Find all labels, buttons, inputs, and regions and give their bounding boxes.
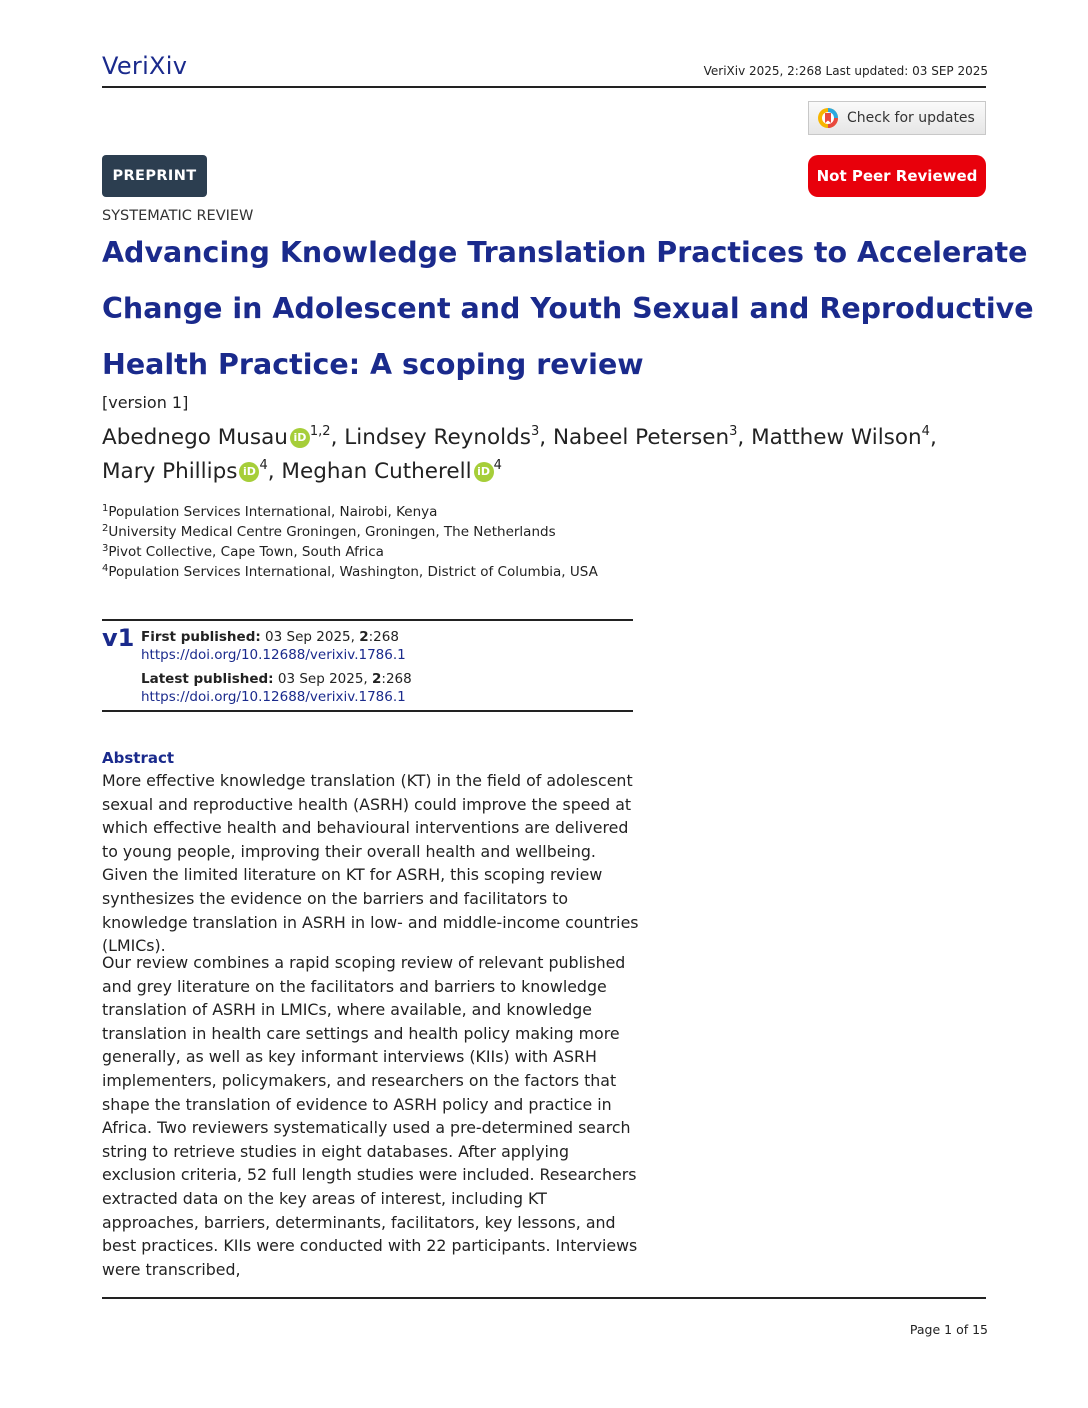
title-line-3: Health Practice: A scoping review [102,348,644,381]
orcid-icon[interactable]: iD [290,428,310,448]
title-line-1: Advancing Knowledge Translation Practices to Accelerate [102,236,1028,269]
not-peer-reviewed-badge: Not Peer Reviewed [808,155,986,197]
author-name[interactable]: Meghan Cutherell [281,459,472,484]
first-doi-link[interactable]: https://doi.org/10.12688/verixiv.1786.1 [141,647,406,663]
citation-header: VeriXiv 2025, 2:268 Last updated: 03 SEP 2025 [703,64,988,78]
author-name[interactable]: Mary Phillips [102,459,238,484]
affiliation: $^4$Population Services International, Washington, District of Columbia, USA [102,563,598,580]
author-affiliation: 4 [259,458,268,473]
author-name[interactable]: Abednego Musau [102,425,288,450]
abstract-paragraph-2: Our review combines a rapid scoping review of relevant published and grey literature on the facilitators and barriers to knowledge translation of ASRH in LMICs, where available, and knowledge translation in health care settings and health policy making more generally, as well as key informant interviews (KIIs) with ASRH implementers, policymakers, and researchers on the factors that shape the translation of evidence to ASRH policy and practice in Africa. Two reviewers systematically used a pre-determined search string to retrieve studies in eight databases. After applying exclusion criteria, 52 full length studies were included. Researchers extracted data on the key areas of interest, including KT approaches, barriers, determinants, facilitators, key lessons, and best practices. KIIs were conducted with 22 participants. Interviews were transcribed, [102,953,638,1279]
author-affiliation: 3 [729,424,738,439]
check-updates-icon [817,107,839,129]
author-name[interactable]: Nabeel Petersen [552,425,730,450]
latest-doi-link[interactable]: https://doi.org/10.12688/verixiv.1786.1 [141,689,406,705]
authors-line-1: Abednego Musau iD $^{1,2}$, Lindsey Reynolds$^3$, Nabeel Petersen$^3$, Matthew Wilson$^4$, [102,424,937,450]
abstract-heading: Abstract [102,749,175,767]
header-divider [102,86,986,88]
check-updates-label: Check for updates [847,110,975,126]
version-label: [version 1] [102,393,189,412]
affiliation: $^1$Population Services International, Nairobi, Kenya [102,503,438,520]
article-type: SYSTEMATIC REVIEW [102,208,254,224]
author-name[interactable]: Matthew Wilson [751,425,922,450]
latest-published: Latest published: 03 Sep 2025, 2:268 [141,671,412,687]
brand-logo[interactable]: VeriXiv [102,52,188,80]
pubbox-top-rule [102,619,633,621]
orcid-icon[interactable]: iD [474,462,494,482]
author-affiliation: 1,2 [309,424,331,439]
affiliation: $^2$University Medical Centre Groningen, Groningen, The Netherlands [102,523,556,540]
affiliation: $^3$Pivot Collective, Cape Town, South Africa [102,543,384,560]
page-number: Page 1 of 15 [909,1322,988,1337]
footer-divider [102,1297,986,1299]
version-badge: v1 [102,624,135,652]
first-published: First published: 03 Sep 2025, 2:268 [141,629,399,645]
author-affiliation: 4 [921,424,930,439]
title-line-2: Change in Adolescent and Youth Sexual and Reproductive [102,292,1034,325]
abstract-paragraph-1: More effective knowledge translation (KT) in the field of adolescent sexual and reproductive health (ASRH) could improve the speed at which effective health and behavioural interventions are delivered to young people, improving their overall health and wellbeing. Given the limited literature on KT for ASRH, this scoping review synthesizes the evidence on the barriers and facilitators to knowledge translation in ASRH in low- and middle-income countries (LMICs). [102,771,639,956]
author-affiliation: 3 [531,424,540,439]
pubbox-bottom-rule [102,710,633,712]
check-for-updates-button[interactable] [808,101,986,135]
orcid-icon[interactable]: iD [239,462,259,482]
authors-line-2: Mary Phillips iD $^4$, Meghan Cutherell iD $^4$ [102,458,502,484]
preprint-badge: PREPRINT [102,155,207,197]
author-affiliation: 4 [493,458,502,473]
author-name[interactable]: Lindsey Reynolds [344,425,532,450]
